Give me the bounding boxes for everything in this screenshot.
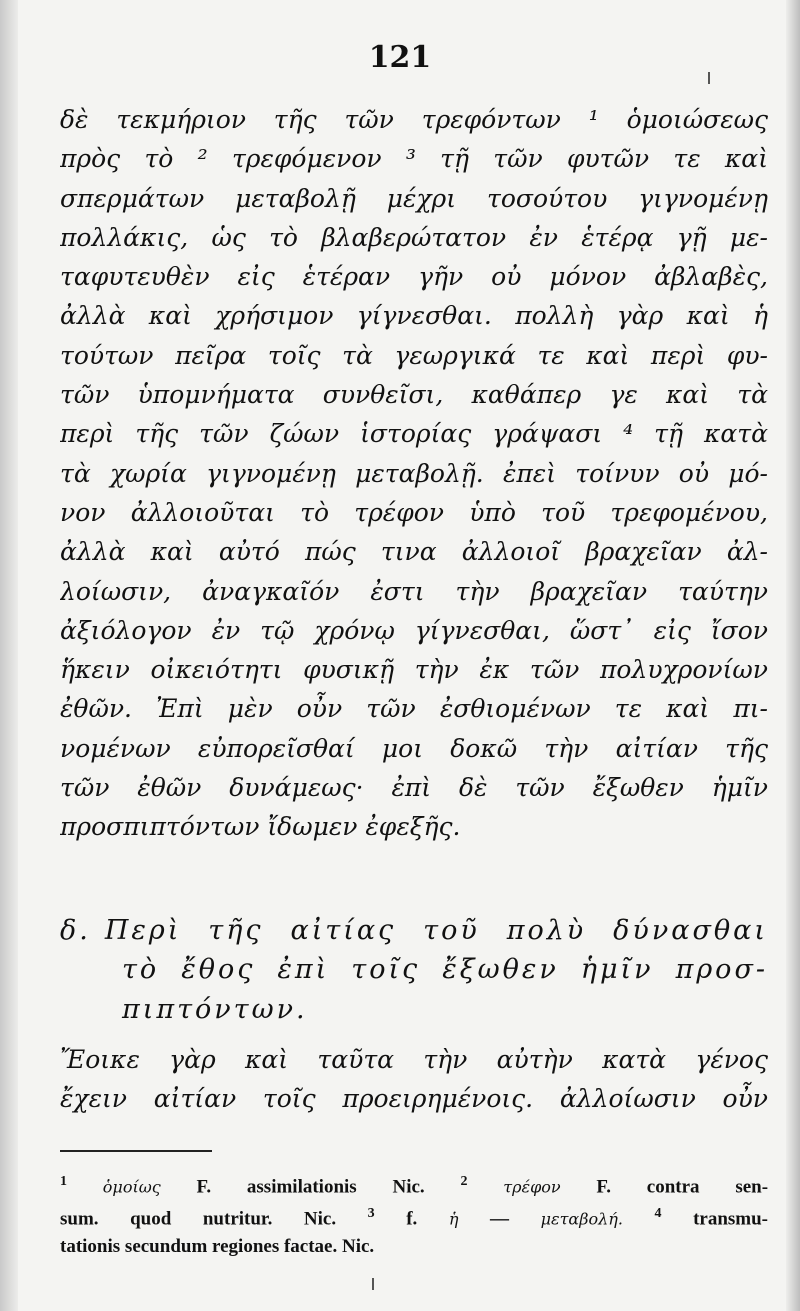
text-line: προσπιπτόντων ἴδωμεν ἐφεξῆς. xyxy=(60,812,461,842)
text-line: ἀλλὰ καὶ αὐτό πώς τινα ἀλλοιοῖ βραχεῖαν ἀλ- xyxy=(60,537,768,567)
footnote-text: f. xyxy=(406,1208,418,1230)
section-number: δ. xyxy=(60,915,91,946)
text-line: σπερμάτων μεταβολῇ μέχρι τοσούτου γιγνομένῃ xyxy=(60,183,768,213)
footnotes xyxy=(60,1168,768,1260)
print-speck xyxy=(708,72,710,84)
page-number: 121 xyxy=(368,40,432,75)
text-line: ἐθῶν. Ἐπὶ μὲν οὖν τῶν ἐσθιομένων τε καὶ πι- xyxy=(60,694,768,724)
section-heading xyxy=(60,912,768,1030)
text-line: νον ἀλλοιοῦται τὸ τρέφον ὑπὸ τοῦ τρεφομένου, xyxy=(60,497,768,527)
footnote-marker: 1 xyxy=(60,1174,67,1189)
text-line: ἀξιόλογον ἐν τῷ χρόνῳ γίγνεσθαι, ὥστ᾽ εἰς ἴσον xyxy=(60,615,768,645)
footnote-greek: μεταβολή. xyxy=(540,1209,623,1229)
text-line: τῶν ὑπομνήματα συνθεῖσι, καθάπερ γε καὶ τὰ xyxy=(60,380,768,410)
text-line: περὶ τῆς τῶν ζώων ἱστορίας γράψασι ⁴ τῇ κατὰ xyxy=(60,419,768,449)
page-edge-shadow xyxy=(786,0,800,1311)
text-line: δὲ τεκμήριον τῆς τῶν τρεφόντων ¹ ὁμοιώσεως xyxy=(60,105,768,134)
footnote-text: F. contra sen- xyxy=(596,1176,769,1198)
main-text xyxy=(60,100,768,847)
text-line: πρὸς τὸ ² τρεφόμενον ³ τῇ τῶν φυτῶν τε καὶ xyxy=(60,144,768,174)
footnote-text: transmu- xyxy=(693,1208,769,1230)
text-line: ταφυτευθὲν εἰς ἑτέραν γῆν οὐ μόνον ἀβλαβὲς, xyxy=(60,262,768,292)
footnote-marker: 2 xyxy=(460,1174,468,1189)
text-line: τῶν ἐθῶν δυνάμεως· ἐπὶ δὲ τῶν ἔξωθεν ἡμῖν xyxy=(60,773,768,803)
text-line: λοίωσιν, ἀναγκαῖόν ἐστι τὴν βραχεῖαν ταύτην xyxy=(60,576,768,606)
text-line: τούτων πεῖρα τοῖς τὰ γεωργικά τε καὶ περὶ φυ- xyxy=(60,340,768,370)
main-text-continued xyxy=(60,1040,768,1119)
footnote-line xyxy=(60,1200,768,1232)
print-speck xyxy=(372,1278,374,1290)
section-title-part: Περὶ τῆς αἰτίας τοῦ πολὺ δύνασθαι xyxy=(104,915,768,946)
footnote-greek: ἡ xyxy=(448,1209,459,1229)
footnote-line xyxy=(60,1168,768,1200)
section-heading-line xyxy=(60,912,768,951)
footnote-line: tationis secundum regiones factae. Nic. xyxy=(60,1235,375,1257)
footnote-greek: ὁμοίως xyxy=(102,1177,161,1197)
footnote-text: — xyxy=(490,1208,510,1230)
text-line: ἔχειν αἰτίαν τοῖς προειρημένοις. ἀλλοίωσιν οὖν xyxy=(60,1084,768,1114)
text-line: ἥκειν οἰκειότητι φυσικῇ τὴν ἐκ τῶν πολυχρονίων xyxy=(60,655,768,685)
text-line: ἀλλὰ καὶ χρήσιμον γίγνεσθαι. πολλὴ γὰρ καὶ ἡ xyxy=(60,301,768,331)
text-line: πολλάκις, ὡς τὸ βλαβερώτατον ἐν ἑτέρᾳ γῇ με- xyxy=(60,222,768,252)
section-heading-line: τὸ ἔθος ἐπὶ τοῖς ἔξωθεν ἡμῖν προσ- xyxy=(122,954,768,986)
text-line: τὰ χωρία γιγνομένῃ μεταβολῇ. ἐπεὶ τοίνυν οὐ μό- xyxy=(60,458,768,488)
section-heading-line: πιπτόντων. xyxy=(122,993,308,1025)
footnote-text: F. assimilationis Nic. xyxy=(196,1176,425,1198)
page-gutter-shadow xyxy=(0,0,18,1311)
text-line: νομένων εὐπορεῖσθαί μοι δοκῶ τὴν αἰτίαν τῆς xyxy=(60,733,768,763)
text-line: Ἔοικε γὰρ καὶ ταῦτα τὴν αὐτὴν κατὰ γένος xyxy=(60,1045,768,1074)
footnote-marker: 3 xyxy=(367,1206,375,1222)
footnote-rule xyxy=(60,1150,212,1152)
footnote-marker: 4 xyxy=(654,1206,662,1222)
footnote-text: sum. quod nutritur. Nic. xyxy=(60,1208,337,1230)
footnote-greek: τρέφον xyxy=(503,1177,561,1197)
